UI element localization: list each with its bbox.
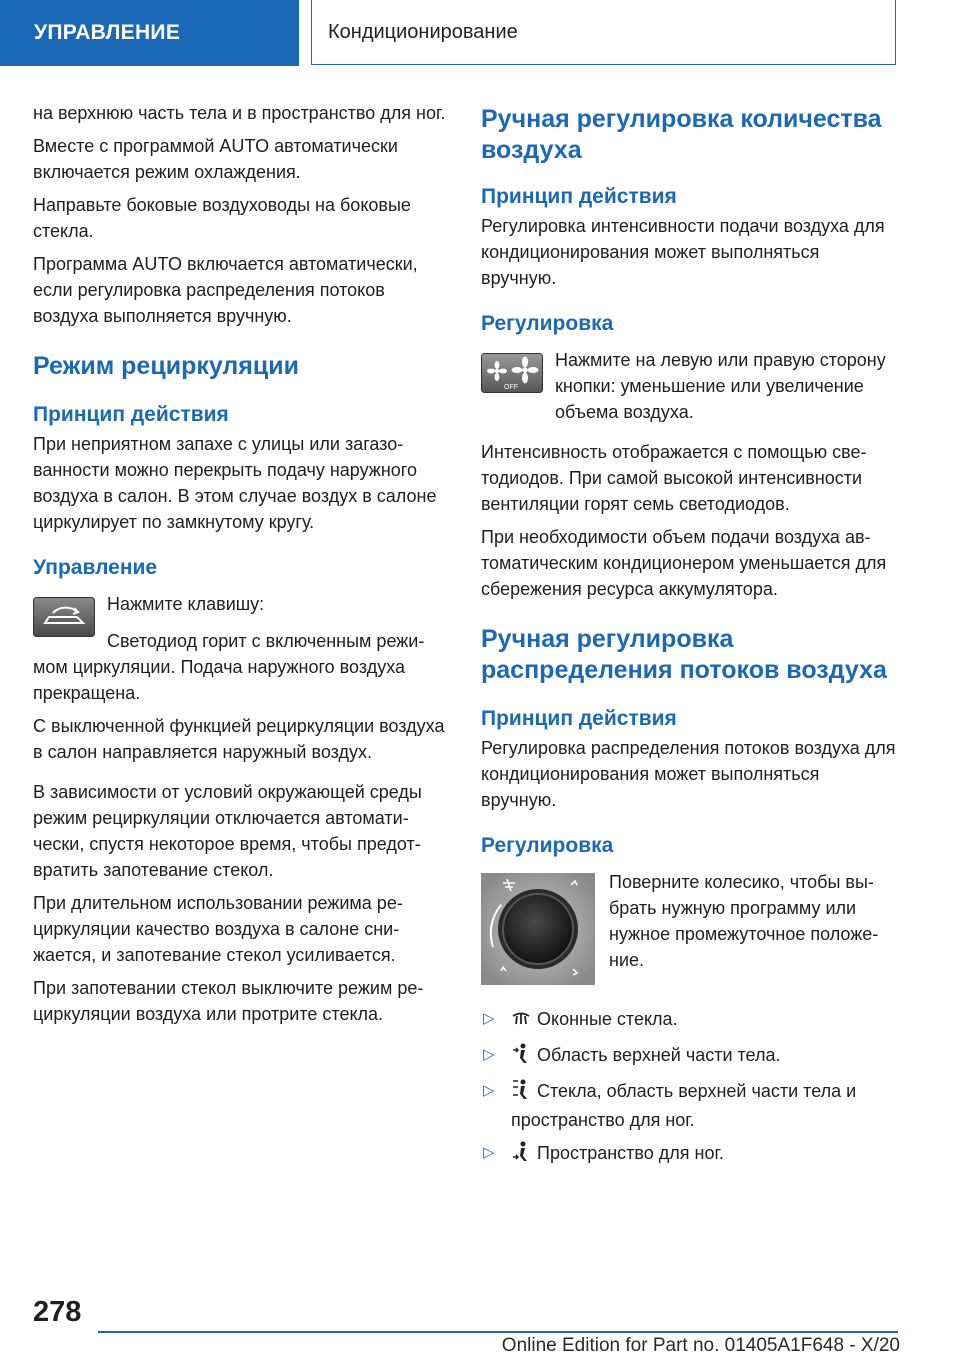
wheel-block	[481, 869, 899, 990]
bullet-marker: ▷	[483, 1046, 495, 1063]
right-column	[481, 100, 899, 1176]
distribution-options	[481, 1006, 899, 1169]
paragraph: Поверните колесико, чтобы выбрать нужную программу или нужное промежуточное положение.	[609, 872, 879, 970]
heading-principle: Принцип действия	[481, 707, 677, 730]
windshield-body-feet-icon	[511, 1078, 531, 1107]
left-column	[33, 100, 451, 1034]
list-item	[481, 1078, 899, 1133]
list-item	[481, 1042, 899, 1071]
footwell-icon	[511, 1140, 531, 1169]
chapter-title: Кондиционирование	[311, 0, 896, 65]
heading-air-distribution: Ручная регулировка распределения потоков воздуха	[481, 625, 887, 684]
bullet-marker: ▷	[483, 1144, 495, 1161]
section-title: УПРАВЛЕНИЕ	[0, 0, 299, 66]
option-label: Пространство для ног.	[537, 1143, 724, 1163]
paragraph: При неприятном запахе с улицы или загазованности можно перекрыть подачу наружного воздуха в салон. В этом случае воздух в салоне циркулирует по замкнутому кругу.	[33, 434, 437, 532]
fan-button-icon	[481, 353, 543, 398]
paragraph: С выключенной функцией рециркуляции воздуха в салон направляется наружный воздух.	[33, 716, 445, 762]
paragraph: Программа AUTO включается автоматически, если регулировка распределения потоков воздуха выполняется вручную.	[33, 254, 418, 326]
paragraph: Светодиод горит с включенным режимом циркуляции. Подача наружного воздуха прекращена.	[33, 631, 425, 703]
svg-text:OFF: OFF	[504, 384, 518, 391]
footer-divider	[98, 1331, 898, 1333]
page-number: 278	[33, 1296, 82, 1328]
paragraph: Нажмите клавишу:	[107, 594, 265, 614]
bullet-marker: ▷	[483, 1082, 495, 1099]
heading-control: Управление	[33, 556, 158, 579]
list-item	[481, 1006, 899, 1035]
paragraph: При запотевании стекол выключите режим рециркуляции воздуха или протрите стекла.	[33, 978, 424, 1024]
bullet-marker: ▷	[483, 1010, 495, 1027]
recirculation-block	[33, 591, 451, 706]
heading-adjust: Регулировка	[481, 312, 614, 335]
footer-edition: Online Edition for Part no. 01405A1F648 - X/20	[501, 1335, 900, 1356]
upper-body-icon	[511, 1042, 531, 1071]
paragraph: Интенсивность отображается с помощью светодиодов. При самой высокой интенсивности вентиляции горят семь светодиодов.	[481, 442, 867, 514]
heading-principle: Принцип действия	[33, 403, 229, 426]
paragraph: Вместе с программой AUTO автоматически включается режим охлаждения.	[33, 136, 398, 182]
windshield-icon	[511, 1009, 531, 1035]
option-label: Стекла, область верхней части тела и пространство для ног.	[511, 1081, 857, 1130]
heading-adjust: Регулировка	[481, 834, 614, 857]
paragraph: на верхнюю часть тела и в пространство для ног.	[33, 103, 446, 123]
heading-recirculation: Режим рециркуляции	[33, 352, 300, 380]
paragraph: Регулировка распределения потоков воздуха для кондиционирования может выполняться вручную.	[481, 738, 896, 810]
paragraph: Направьте боковые воздуховоды на боковые стекла.	[33, 195, 411, 241]
paragraph: В зависимости от условий окружающей среды режим рециркуляции отключается автоматически, спустя некоторое время, чтобы предотвратить запотевание стекол.	[33, 782, 422, 880]
heading-principle: Принцип действия	[481, 185, 677, 208]
option-label: Область верхней части тела.	[537, 1045, 781, 1065]
recirculation-button-icon	[33, 597, 95, 642]
paragraph: При длительном использовании режима рециркуляции качество воздуха в салоне снижается, и запотевание стекол усиливается.	[33, 893, 403, 965]
distribution-wheel-icon	[481, 873, 595, 990]
heading-air-volume: Ручная регулировка количества воздуха	[481, 105, 882, 164]
paragraph: При необходимости объем подачи воздуха автоматическим кондиционером уменьшается для сбережения ресурса аккумулятора.	[481, 527, 887, 599]
paragraph: Нажмите на левую или правую сторону кнопки: уменьшение или увеличение объема воздуха.	[555, 350, 886, 422]
option-label: Оконные стекла.	[537, 1009, 678, 1029]
list-item	[481, 1140, 899, 1169]
paragraph: Регулировка интенсивности подачи воздуха для кондиционирования может выполняться вручную.	[481, 216, 885, 288]
fan-block	[481, 347, 899, 425]
